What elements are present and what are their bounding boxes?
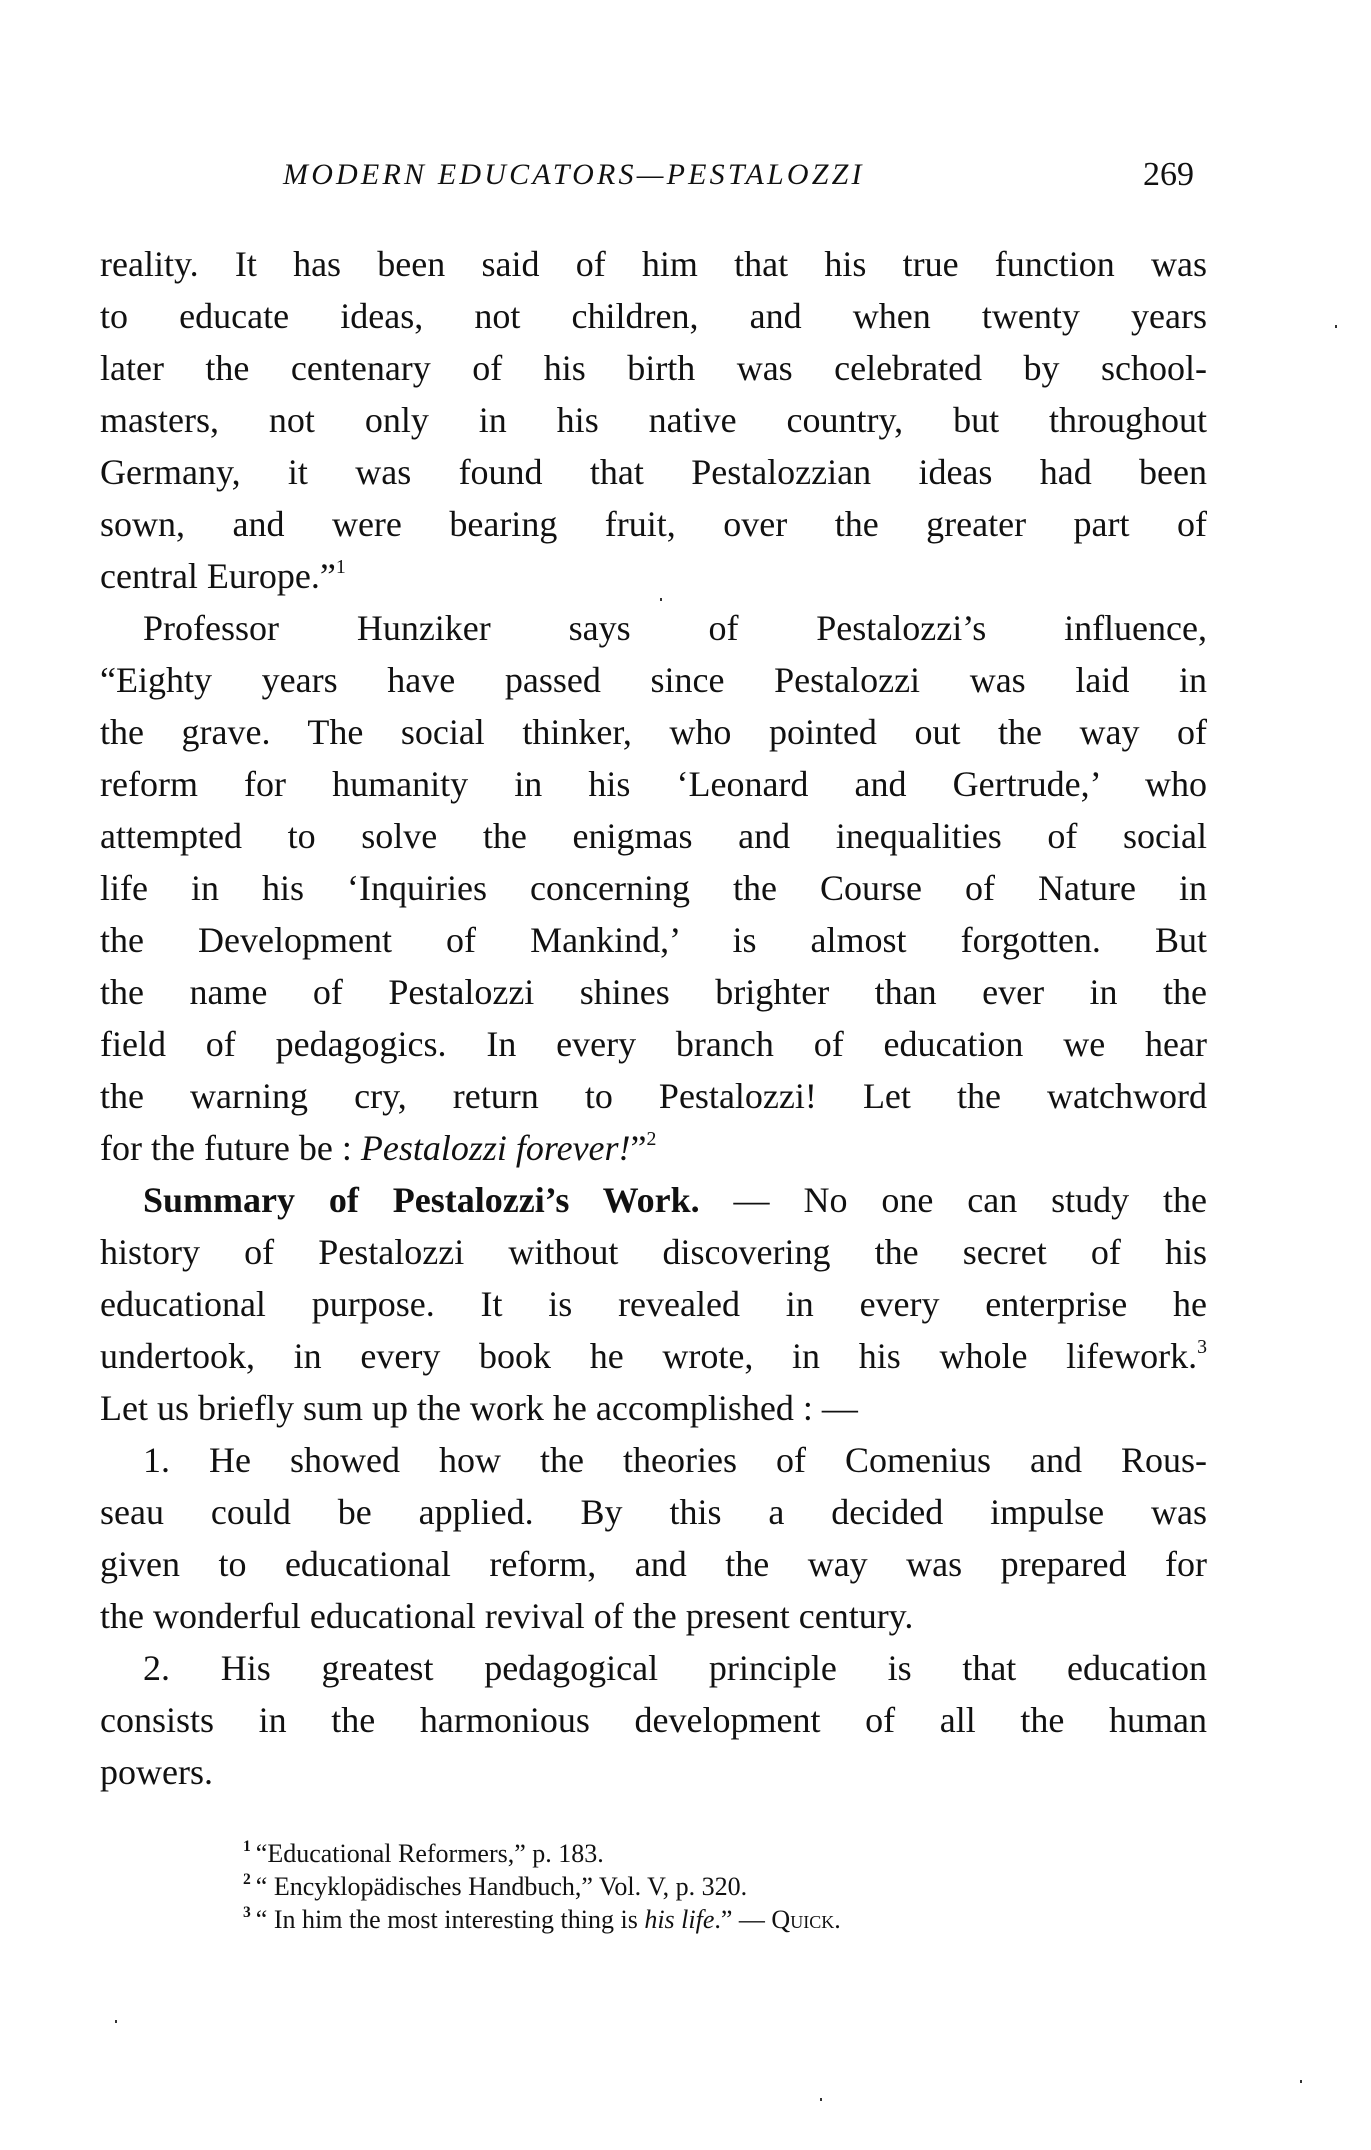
text-run: ” xyxy=(630,1128,647,1168)
text-line xyxy=(100,394,1207,446)
text-line xyxy=(100,758,1207,810)
footnote-number: 2 xyxy=(243,1871,251,1889)
text-line xyxy=(100,550,1207,602)
running-head-title: MODERN EDUCATORS—PESTALOZZI xyxy=(283,158,865,191)
footnote-number: 3 xyxy=(243,1904,251,1922)
text-line xyxy=(100,966,1207,1018)
footnote-number: 1 xyxy=(243,1838,251,1856)
footnote-reference: 2 xyxy=(646,1128,657,1151)
text-line xyxy=(100,1174,1207,1226)
text-run: the Development of Mankind,’ is almost forgotten. But xyxy=(100,920,1207,960)
text-run: powers. xyxy=(100,1752,213,1792)
scan-speck xyxy=(820,2098,822,2101)
text-line xyxy=(100,914,1207,966)
text-line xyxy=(100,1018,1207,1070)
text-line xyxy=(100,706,1207,758)
scan-speck xyxy=(660,598,662,601)
text-line xyxy=(100,1382,1207,1434)
text-run: field of pedagogics. In every branch of education we hear xyxy=(100,1024,1207,1064)
text-line xyxy=(100,1278,1207,1330)
text-line xyxy=(100,810,1207,862)
text-line xyxy=(100,1070,1207,1122)
text-line xyxy=(100,1434,1207,1486)
text-run: masters, not only in his native country, but throughout xyxy=(100,400,1207,440)
text-run: seau could be applied. By this a decided impulse was xyxy=(100,1492,1207,1532)
text-run: educational purpose. It is revealed in every enterprise he xyxy=(100,1284,1207,1324)
text-run: given to educational reform, and the way was prepared for xyxy=(100,1544,1207,1584)
text-run: 2. His greatest pedagogical principle is that education xyxy=(143,1648,1207,1688)
text-line xyxy=(100,862,1207,914)
text-run: to educate ideas, not children, and when twenty years xyxy=(100,296,1207,336)
body-text xyxy=(100,238,1207,1798)
text-run: — No one can study the xyxy=(699,1180,1207,1220)
page-number: 269 xyxy=(1143,156,1194,193)
text-line xyxy=(100,238,1207,290)
text-run: the name of Pestalozzi shines brighter than ever in the xyxy=(100,972,1207,1012)
text-run: Let us briefly sum up the work he accomplished : — xyxy=(100,1388,858,1428)
text-line xyxy=(100,1694,1207,1746)
text-run: the grave. The social thinker, who pointed out the way of xyxy=(100,712,1207,752)
text-line xyxy=(100,1538,1207,1590)
text-run: for the future be : xyxy=(100,1128,361,1168)
text-line xyxy=(100,1642,1207,1694)
scan-speck xyxy=(1300,2080,1302,2083)
footnotes xyxy=(243,1837,1143,1936)
text-run: later the centenary of his birth was celebrated by school- xyxy=(100,348,1207,388)
text-line xyxy=(100,1330,1207,1382)
text-run: reality. It has been said of him that his true function was xyxy=(100,244,1207,284)
text-run: “Eighty years have passed since Pestalozzi was laid in xyxy=(100,660,1207,700)
text-line xyxy=(100,654,1207,706)
text-run: Germany, it was found that Pestalozzian ideas had been xyxy=(100,452,1207,492)
emphasis-text: Pestalozzi forever! xyxy=(360,1128,631,1168)
text-run: the wonderful educational revival of the present century. xyxy=(100,1596,914,1636)
text-run: 1. He showed how the theories of Comenius and Rous- xyxy=(143,1440,1207,1480)
text-run: sown, and were bearing fruit, over the greater part of xyxy=(100,504,1207,544)
text-line xyxy=(100,1226,1207,1278)
text-run: “ In him the most interesting thing is xyxy=(255,1905,645,1934)
small-caps-text: Quick. xyxy=(771,1905,841,1934)
text-run: life in his ‘Inquiries concerning the Course of Nature in xyxy=(100,868,1207,908)
text-run: reform for humanity in his ‘Leonard and Gertrude,’ who xyxy=(100,764,1207,804)
text-line xyxy=(100,290,1207,342)
text-run: “Educational Reformers,” p. 183. xyxy=(255,1839,604,1868)
section-heading: Summary of Pestalozzi’s Work. xyxy=(143,1180,700,1220)
footnote xyxy=(243,1870,1143,1903)
text-line xyxy=(100,602,1207,654)
footnote xyxy=(243,1837,1143,1870)
text-run: Professor Hunziker says of Pestalozzi’s influence, xyxy=(143,608,1207,648)
text-run: attempted to solve the enigmas and inequalities of social xyxy=(100,816,1207,856)
text-line xyxy=(100,1122,1207,1174)
text-line xyxy=(100,446,1207,498)
text-run: the warning cry, return to Pestalozzi! Let the watchword xyxy=(100,1076,1207,1116)
text-run: history of Pestalozzi without discovering the secret of his xyxy=(100,1232,1207,1272)
footnote xyxy=(243,1903,1143,1936)
text-run: .” — xyxy=(714,1905,772,1934)
text-line xyxy=(100,342,1207,394)
footnote-reference: 3 xyxy=(1197,1336,1207,1359)
text-run: undertook, in every book he wrote, in his whole lifework. xyxy=(100,1336,1198,1376)
emphasis-text: his life xyxy=(644,1905,715,1934)
text-line xyxy=(100,1746,1207,1798)
text-line xyxy=(100,1590,1207,1642)
text-line xyxy=(100,498,1207,550)
scan-speck xyxy=(115,2020,117,2023)
footnote-reference: 1 xyxy=(335,556,346,579)
text-line xyxy=(100,1486,1207,1538)
scan-speck xyxy=(1335,325,1337,328)
text-run: “ Encyklopädisches Handbuch,” Vol. V, p. 320. xyxy=(255,1872,748,1901)
text-run: consists in the harmonious development of all the human xyxy=(100,1700,1207,1740)
text-run: central Europe.” xyxy=(100,556,336,596)
